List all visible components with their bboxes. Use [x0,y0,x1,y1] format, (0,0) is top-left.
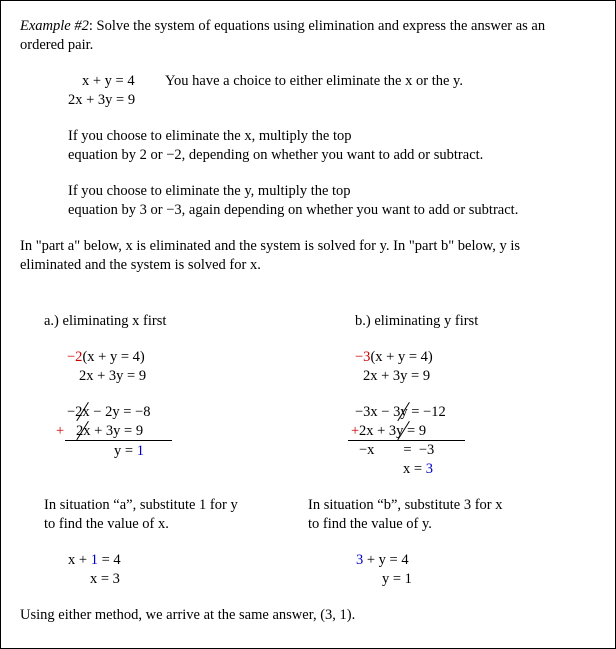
summary-line-2: eliminated and the system is solved for x. [20,257,261,273]
summary-line-1: In "part a" below, x is eliminated and the system is solved for y. In "part b" below, y is [20,238,521,254]
part-b-substitute-line-1: In situation “b”, substitute 3 for x [308,497,503,513]
part-a-substitution: x + 1 = 4 [68,552,121,568]
part-b-substitute-line-2: to find the value of y. [308,516,432,532]
instruction-line-1 [20,17,545,36]
note-y-line-1: If you choose to eliminate the y, multiply the top [68,183,351,199]
part-a-substitute-line-2: to find the value of x. [44,516,169,532]
note-x-line-1: If you choose to eliminate the x, multiply the top [68,128,352,144]
part-b-heading: b.) eliminating y first [355,313,479,329]
part-a-heading: a.) eliminating x first [44,313,167,329]
part-a-substitute-line-1: In situation “a”, substitute 1 for y [44,497,238,513]
part-a-result-value: 1 [136,443,144,459]
part-a-plus-sign: + [56,423,65,439]
part-b-multiplier: −3 [355,349,371,365]
part-b-result: x = 3 [403,461,433,477]
note-x-line-2: equation by 2 or −2, depending on whether you want to add or subtract. [68,147,484,163]
part-a-equation-1: −2(x + y = 4) [67,349,145,365]
part-b-result-value: 3 [425,461,433,477]
part-a-step-2: 2x + 3y = 9 [76,423,144,439]
conclusion: Using either method, we arrive at the same answer, (3, 1). [20,607,356,623]
part-b-substitution: 3 + y = 4 [356,552,409,568]
part-a-multiplier: −2 [67,349,83,365]
part-b-plus-sign: + [351,423,360,439]
part-b-step-3: −x = −3 [359,442,435,458]
part-a-result: y = 1 [114,443,144,459]
part-a-substituted-value: 1 [90,552,98,568]
part-b-step-2: 2x + 3y = 9 [359,423,427,439]
choice-note: You have a choice to either eliminate the x or the y. [165,73,463,89]
part-b-substituted-value: 3 [356,552,364,568]
part-b-step-1: −3x − 3y = −12 [355,404,446,420]
part-b-equation-2: 2x + 3y = 9 [363,368,431,384]
part-a-sum-line [65,440,172,441]
system-equation-1: x + y = 4 [82,73,135,89]
note-y-line-2: equation by 3 or −3, again depending on whether you want to add or subtract. [68,202,519,218]
instruction-line-2: ordered pair. [20,37,94,53]
instruction-text: : Solve the system of equations using elimination and express the answer as an [88,18,546,34]
example-label: Example #2 [20,18,89,34]
part-b-answer: y = 1 [382,571,412,587]
part-a-step-1: −2x − 2y = −8 [67,404,151,420]
part-b-equation-1: −3(x + y = 4) [355,349,433,365]
part-a-equation-2: 2x + 3y = 9 [79,368,147,384]
system-equation-2: 2x + 3y = 9 [68,92,136,108]
part-a-answer: x = 3 [90,571,120,587]
